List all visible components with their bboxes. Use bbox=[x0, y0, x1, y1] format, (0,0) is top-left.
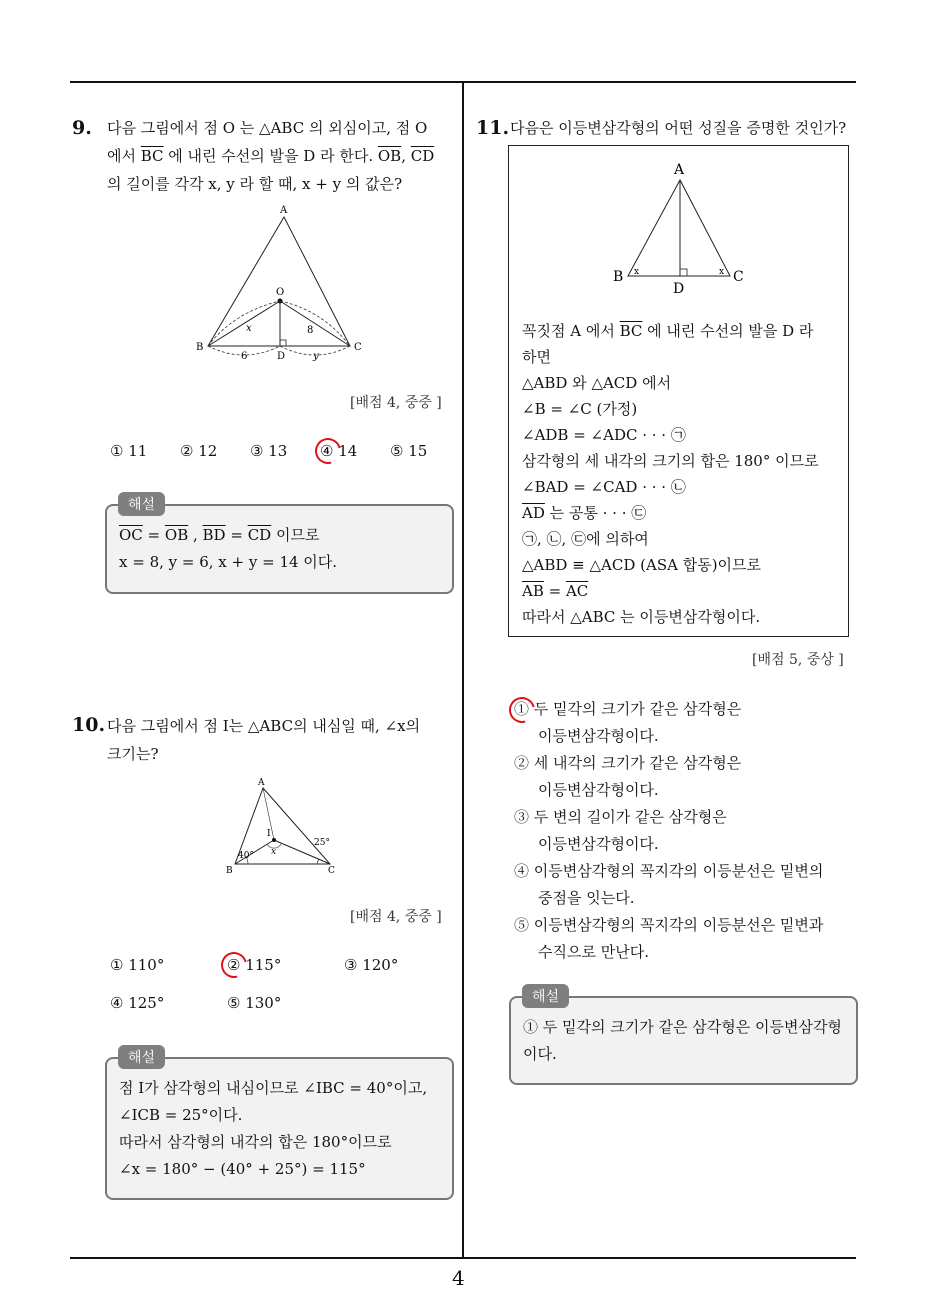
q11-solution-line1: ① 두 밑각의 크기가 같은 삼각형은 이등변삼각형 bbox=[523, 1018, 842, 1036]
q11-proof-line2: 하면 bbox=[522, 348, 551, 366]
column-divider bbox=[462, 82, 464, 1258]
q11-proof-box bbox=[508, 145, 849, 637]
q11-proof-line3: △ABD 와 △ACD 에서 bbox=[522, 374, 672, 392]
q9-solution-tag: 해설 bbox=[118, 492, 165, 516]
q10-text-line1: 다음 그림에서 점 I는 △ABC의 내심일 때, ∠x의 bbox=[107, 717, 421, 735]
q10-solution-line2: ∠ICB = 25°이다. bbox=[119, 1106, 243, 1124]
q10-choice-3[interactable]: ③ 120° bbox=[344, 956, 399, 974]
q9-label-a: A bbox=[280, 205, 288, 216]
q9-label-8: 8 bbox=[307, 325, 314, 336]
q9-label-6: 6 bbox=[241, 351, 248, 362]
q11-solution-box bbox=[509, 996, 858, 1085]
q11-option-4[interactable]: ④ 이등변삼각형의 꼭지각의 이등분선은 밑변의 중점을 잇는다. bbox=[514, 862, 824, 907]
q10-label-25: 25° bbox=[314, 838, 330, 848]
q11-proof-line9: ㉠, ㉡, ㉢에 의하여 bbox=[522, 530, 649, 548]
q9-solution-line1: $\overline{OC} = \overline{OB}$ , $\overline{BD} = \overline{CD}$ 이므로 bbox=[119, 526, 320, 544]
q10-text-line2: 크기는? bbox=[107, 745, 159, 763]
q11-proof-line6: 삼각형의 세 내각의 크기의 합은 180° 이므로 bbox=[522, 452, 819, 470]
q11-label-a: A bbox=[674, 162, 685, 178]
q10-text bbox=[107, 712, 447, 768]
q9-meta: [배점 4, 중중 ] bbox=[350, 395, 442, 411]
q11-label-xc: x bbox=[719, 267, 725, 277]
page-number: 4 bbox=[452, 1266, 465, 1290]
q9-choice-2[interactable]: ② 12 bbox=[180, 442, 218, 460]
q11-label-d: D bbox=[673, 281, 685, 296]
q10-choice-2[interactable]: ② 115° bbox=[227, 956, 282, 974]
q9-choice-4[interactable]: ④ 14 bbox=[320, 442, 358, 460]
q10-solution-text bbox=[119, 1075, 427, 1183]
q11-option-3[interactable]: ③ 두 변의 길이가 같은 삼각형은 이등변삼각형이다. bbox=[514, 808, 727, 853]
q11-text: 다음은 이등변삼각형의 어떤 성질을 증명한 것인가? bbox=[510, 119, 847, 137]
q11-meta: [배점 5, 중상 ] bbox=[752, 652, 844, 668]
q11-number: 11. bbox=[476, 117, 510, 139]
q11-solution-line2: 이다. bbox=[523, 1045, 557, 1063]
q10-choice-4[interactable]: ④ 125° bbox=[110, 994, 165, 1012]
q11-proof-line4: ∠B = ∠C (가정) bbox=[522, 400, 638, 418]
q11-label-c: C bbox=[733, 269, 744, 285]
q10-label-x: x bbox=[271, 847, 277, 857]
q10-label-b: B bbox=[226, 866, 233, 876]
q10-label-a: A bbox=[258, 778, 265, 788]
q10-solution-line3: 따라서 삼각형의 내각의 합은 180°이므로 bbox=[119, 1133, 392, 1151]
q9-choice-5[interactable]: ⑤ 15 bbox=[390, 442, 428, 460]
q9-number: 9. bbox=[72, 117, 92, 139]
q9-label-b: B bbox=[196, 342, 204, 353]
q9-text-line2: 에서 $\overline{BC}$ 에 내린 수선의 발을 D 라 한다. $\overline{OB}$, $\overline{CD}$ bbox=[107, 147, 435, 165]
q10-label-i: I bbox=[267, 829, 271, 839]
q9-text-line3: 의 길이를 각각 x, y 라 할 때, x + y 의 값은? bbox=[107, 175, 403, 193]
q9-label-d: D bbox=[277, 351, 286, 362]
q10-answer-mark bbox=[216, 947, 252, 983]
q10-solution-box bbox=[105, 1057, 454, 1200]
q11-solution-tag: 해설 bbox=[522, 984, 569, 1008]
q9-label-c: C bbox=[354, 342, 362, 353]
q9-choice-3[interactable]: ③ 13 bbox=[250, 442, 288, 460]
q11-option-1[interactable]: ① 두 밑각의 크기가 같은 삼각형은 이등변삼각형이다. bbox=[514, 700, 742, 745]
q10-meta: [배점 4, 중중 ] bbox=[350, 909, 442, 925]
q11-proof-line8: $\overline{AD}$ 는 공통 · · · ㉢ bbox=[522, 504, 647, 522]
q9-choice-1[interactable]: ① 11 bbox=[110, 442, 148, 460]
q9-label-x: x bbox=[246, 323, 252, 334]
q11-figure bbox=[609, 156, 759, 296]
q10-label-c: C bbox=[328, 866, 335, 876]
q10-number: 10. bbox=[72, 714, 106, 736]
q10-choice-1[interactable]: ① 110° bbox=[110, 956, 165, 974]
q11-option-2[interactable]: ② 세 내각의 크기가 같은 삼각형은 이등변삼각형이다. bbox=[514, 754, 742, 799]
q9-text bbox=[107, 114, 447, 198]
q11-proof-line7: ∠BAD = ∠CAD · · · ㉡ bbox=[522, 478, 686, 496]
bottom-rule bbox=[70, 1257, 856, 1259]
q11-solution-text bbox=[523, 1014, 842, 1068]
q11-label-xb: x bbox=[634, 267, 640, 277]
q11-proof-line1: 꼭짓점 A 에서 $\overline{BC}$ 에 내린 수선의 발을 D 라 bbox=[522, 322, 814, 340]
q9-solution-text bbox=[119, 522, 337, 576]
q10-solution-line1: 점 I가 삼각형의 내심이므로 ∠IBC = 40°이고, bbox=[119, 1079, 428, 1097]
q11-label-b: B bbox=[613, 269, 624, 285]
q11-proof-line11: $\overline{AB} = \overline{AC}$ bbox=[522, 582, 589, 600]
q10-solution-line4: ∠x = 180° − (40° + 25°) = 115° bbox=[119, 1160, 366, 1178]
q9-label-y: y bbox=[313, 351, 319, 362]
q9-answer-mark bbox=[310, 433, 346, 469]
q10-choice-5[interactable]: ⑤ 130° bbox=[227, 994, 282, 1012]
q11-proof-text bbox=[522, 318, 819, 630]
q11-proof-line12: 따라서 △ABC 는 이등변삼각형이다. bbox=[522, 608, 761, 626]
q9-figure bbox=[190, 200, 370, 365]
q10-label-40: 40° bbox=[238, 851, 254, 861]
q9-solution-box bbox=[105, 504, 454, 594]
q9-text-line1: 다음 그림에서 점 O 는 △ABC 의 외심이고, 점 O bbox=[107, 119, 428, 137]
q10-figure bbox=[218, 776, 348, 876]
q9-label-o: O bbox=[276, 287, 285, 298]
q11-proof-line5: ∠ADB = ∠ADC · · · ㉠ bbox=[522, 426, 686, 444]
q9-solution-line2: x = 8, y = 6, x + y = 14 이다. bbox=[119, 553, 338, 571]
q11-proof-line10: △ABD ≡ △ACD (ASA 합동)이므로 bbox=[522, 556, 762, 574]
q10-solution-tag: 해설 bbox=[118, 1045, 165, 1069]
q11-option-5[interactable]: ⑤ 이등변삼각형의 꼭지각의 이등분선은 밑변과 수직으로 만난다. bbox=[514, 916, 824, 961]
